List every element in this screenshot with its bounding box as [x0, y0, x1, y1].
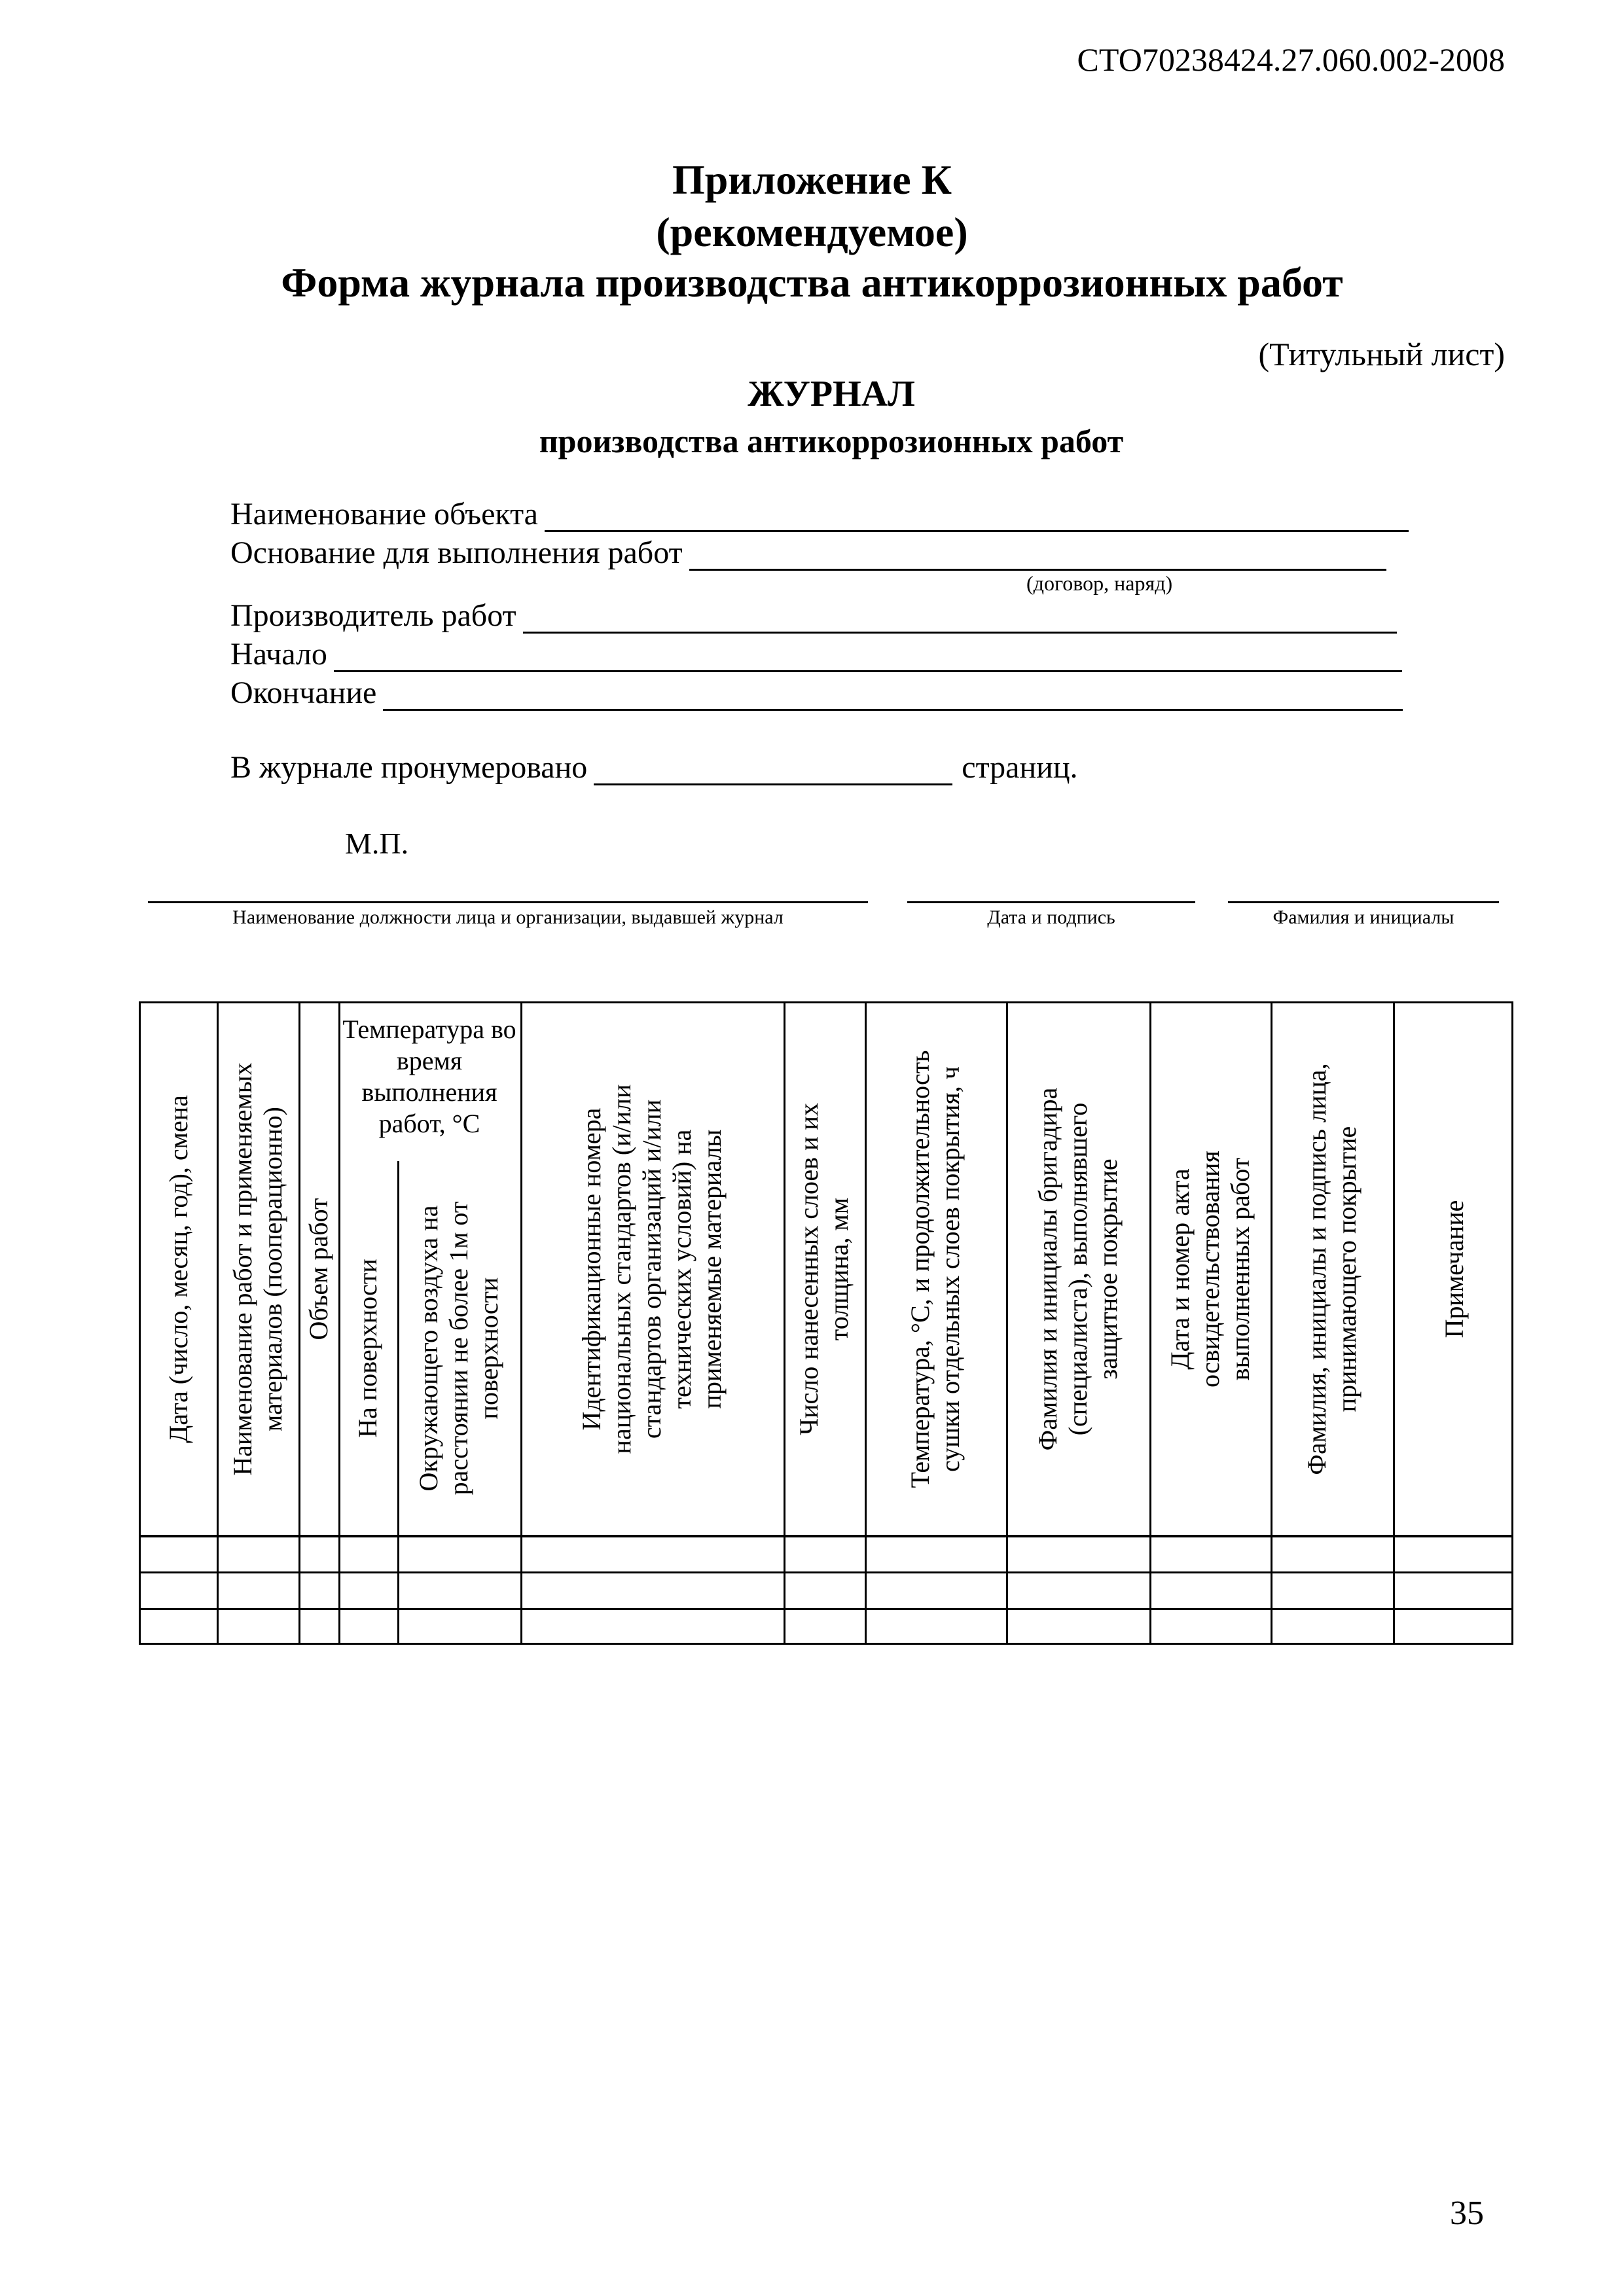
signature-caption-position: Наименование должности лица и организации, выдавшей журнал [232, 906, 784, 928]
field-object-name-line[interactable] [545, 501, 1409, 532]
field-basis-hint: (договор, наряд) [1026, 571, 1173, 595]
journal-subtitle: производства антикоррозионных работ [539, 423, 1124, 459]
field-producer [230, 598, 1397, 634]
header-temp-surface-text: На поверхности [353, 1258, 382, 1438]
header-drying [865, 1003, 1006, 1535]
header-temp-air [397, 1161, 520, 1535]
field-producer-label: Производитель работ [230, 598, 516, 633]
header-work-name-text: Наименование работ и применяемых материалов (пооперационно) [227, 1062, 287, 1476]
field-basis-line[interactable] [689, 540, 1386, 571]
header-act [1149, 1003, 1271, 1535]
field-end-line[interactable] [383, 680, 1403, 711]
field-page-count-label: В журнале пронумеровано [230, 750, 588, 785]
field-object-name-label: Наименование объекта [230, 497, 538, 531]
appendix-status: (рекомендуемое) [656, 209, 968, 255]
title-sheet-note: (Титульный лист) [1258, 336, 1505, 372]
header-date [141, 1003, 217, 1535]
field-page-count-line[interactable] [594, 755, 952, 785]
header-ident-numbers-text: Идентификационные номера национальных стандартов (и/или стандартов организаций и/или технических условий) на применяемые материалы [577, 1084, 727, 1454]
header-acceptor-text: Фамилия, инициалы и подпись лица, принимающего покрытие [1301, 1063, 1362, 1475]
header-drying-text: Температура, °С, и продолжительность сушки отдельных слоев покрытия, ч [905, 1050, 965, 1488]
header-foreman [1006, 1003, 1149, 1535]
header-date-text: Дата (число, месяц, год), смена [164, 1095, 193, 1443]
field-basis [230, 535, 1386, 571]
header-temp-air-text: Окружающего воздуха на расстоянии не более 1м от поверхности [414, 1201, 503, 1495]
stamp-place: М.П. [345, 827, 409, 860]
table-row[interactable] [141, 1535, 1511, 1571]
field-basis-label: Основание для выполнения работ [230, 535, 683, 570]
header-work-name [217, 1003, 298, 1535]
journal-table [139, 1001, 1513, 1645]
field-page-count [230, 749, 1078, 785]
header-ident-numbers [520, 1003, 784, 1535]
field-page-count-suffix: страниц. [962, 750, 1078, 785]
header-volume-text: Объем работ [303, 1198, 333, 1340]
appendix-title: Приложение К [672, 156, 952, 203]
signature-line-name[interactable] [1228, 901, 1499, 903]
field-start-line[interactable] [334, 641, 1402, 672]
journal-title: ЖУРНАЛ [748, 374, 915, 414]
signature-line-position[interactable] [148, 901, 868, 903]
field-object-name [230, 496, 1409, 532]
field-producer-line[interactable] [523, 603, 1397, 634]
header-temperature-group [338, 1003, 520, 1160]
field-start [230, 636, 1402, 672]
header-volume [298, 1003, 338, 1535]
header-temp-surface [338, 1161, 397, 1535]
field-end [230, 675, 1403, 711]
document-code: СТО70238424.27.060.002-2008 [1077, 41, 1505, 78]
header-foreman-text: Фамилия и инициалы бригадира (специалиста), выполнявшего защитное покрытие [1032, 1087, 1123, 1451]
field-end-label: Окончание [230, 675, 377, 710]
signature-caption-date: Дата и подпись [987, 906, 1115, 928]
header-layers-text: Число нанесенных слоев и их толщина, мм [794, 1103, 854, 1435]
field-start-label: Начало [230, 637, 327, 672]
header-acceptor [1271, 1003, 1393, 1535]
signature-line-date[interactable] [907, 901, 1195, 903]
table-row[interactable] [141, 1571, 1511, 1608]
header-layers [784, 1003, 865, 1535]
header-act-text: Дата и номер акта освидетельствования выполненных работ [1164, 1151, 1255, 1388]
header-note-text: Примечание [1439, 1200, 1469, 1338]
header-note [1393, 1003, 1515, 1535]
table-row[interactable] [141, 1608, 1511, 1645]
header-temperature-group-text: Температура во время выполнения работ, °С [342, 1014, 516, 1138]
signature-caption-name: Фамилия и инициалы [1272, 906, 1454, 928]
appendix-subject: Форма журнала производства антикоррозионных работ [281, 259, 1343, 306]
page-number: 35 [1450, 2195, 1484, 2232]
